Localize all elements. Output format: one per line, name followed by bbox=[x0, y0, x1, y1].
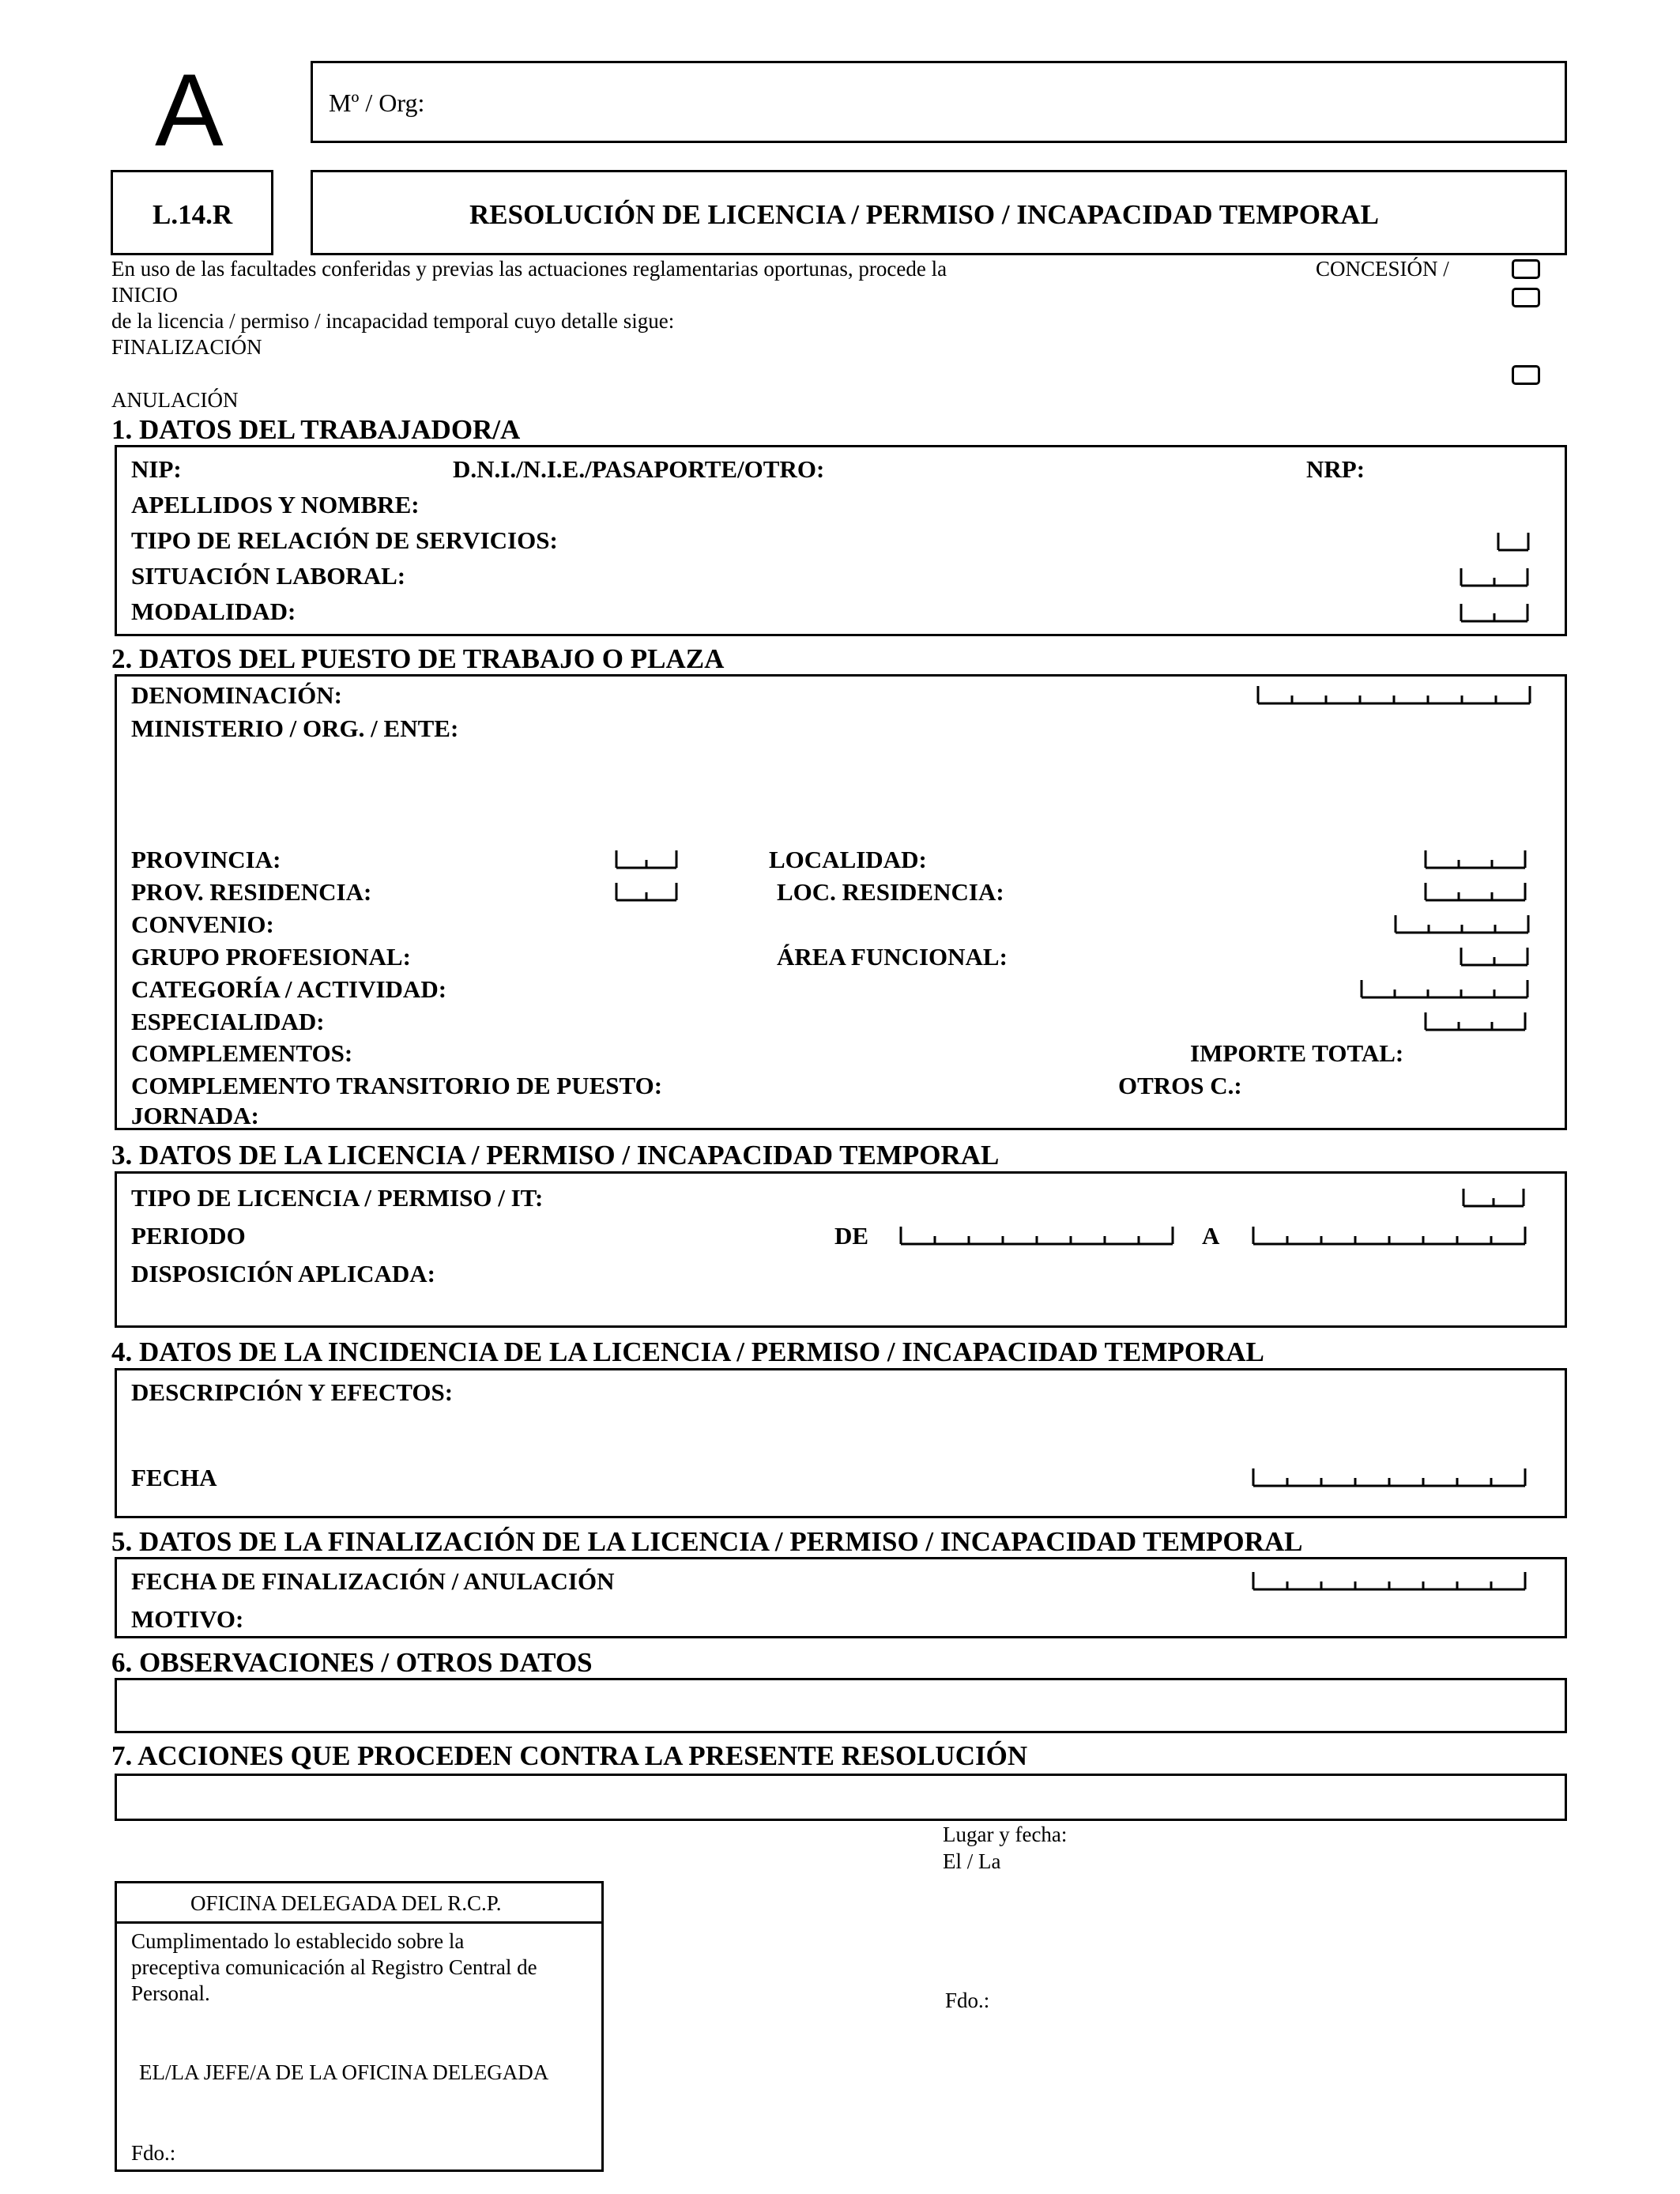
cell-comb-graphic bbox=[1252, 1225, 1527, 1247]
observaciones-field[interactable] bbox=[115, 1678, 1567, 1733]
cell-comb-graphic bbox=[615, 881, 678, 903]
acciones-field[interactable] bbox=[115, 1774, 1567, 1821]
el-la-label: El / La bbox=[943, 1849, 1001, 1873]
office-title: OFICINA DELEGADA DEL R.C.P. bbox=[190, 1891, 502, 1915]
prov-residencia-cells[interactable] bbox=[615, 881, 678, 903]
cell-comb-graphic bbox=[1497, 531, 1530, 553]
cell-comb-graphic bbox=[1252, 1467, 1527, 1489]
cell-comb-graphic bbox=[1460, 946, 1529, 968]
localidad-cells[interactable] bbox=[1424, 849, 1527, 871]
form-code: L.14.R bbox=[153, 199, 233, 230]
de-label: DE bbox=[834, 1222, 869, 1250]
cell-comb-graphic bbox=[1252, 1570, 1527, 1593]
provincia-cells[interactable] bbox=[615, 849, 678, 871]
prov-residencia-label: PROV. RESIDENCIA: bbox=[131, 878, 372, 906]
disposicion-label: DISPOSICIÓN APLICADA: bbox=[131, 1260, 435, 1287]
fecha-finalizacion-label: FECHA DE FINALIZACIÓN / ANULACIÓN bbox=[131, 1567, 615, 1595]
tipo-relacion-cells[interactable] bbox=[1497, 531, 1530, 553]
office-jefe-label: EL/LA JEFE/A DE LA OFICINA DELEGADA bbox=[139, 2060, 549, 2084]
cell-comb-graphic bbox=[1394, 914, 1530, 936]
cell-comb-graphic bbox=[1424, 1011, 1527, 1033]
section6-title: 6. OBSERVACIONES / OTROS DATOS bbox=[111, 1647, 593, 1678]
categoria-label: CATEGORÍA / ACTIVIDAD: bbox=[131, 975, 447, 1003]
convenio-label: CONVENIO: bbox=[131, 910, 274, 938]
section1-title: 1. DATOS DEL TRABAJADOR/A bbox=[111, 414, 521, 445]
especialidad-cells[interactable] bbox=[1424, 1011, 1527, 1033]
especialidad-label: ESPECIALIDAD: bbox=[131, 1008, 325, 1035]
office-text-line2: preceptiva comunicación al Registro Central de bbox=[131, 1955, 537, 1979]
periodo-a-cells[interactable] bbox=[1252, 1225, 1527, 1247]
dni-label: D.N.I./N.I.E./PASAPORTE/OTRO: bbox=[453, 455, 825, 483]
categoria-cells[interactable] bbox=[1360, 978, 1529, 1001]
fecha-finalizacion-cells[interactable] bbox=[1252, 1570, 1527, 1593]
cell-comb-graphic bbox=[1256, 684, 1531, 707]
complementos-label: COMPLEMENTOS: bbox=[131, 1039, 353, 1067]
periodo-label: PERIODO bbox=[131, 1222, 246, 1250]
nrp-label: NRP: bbox=[1306, 455, 1365, 483]
option-inicio-label: INICIO bbox=[111, 283, 178, 307]
periodo-de-cells[interactable] bbox=[899, 1225, 1174, 1247]
cell-comb-graphic bbox=[1462, 1187, 1525, 1209]
option-anulacion-label: ANULACIÓN bbox=[111, 388, 239, 412]
modalidad-cells[interactable] bbox=[1460, 602, 1529, 624]
section7-title: 7. ACCIONES QUE PROCEDEN CONTRA LA PRESENTE RESOLUCIÓN bbox=[111, 1740, 1028, 1771]
concesion-checkbox[interactable] bbox=[1512, 259, 1540, 279]
cell-comb-graphic bbox=[1460, 567, 1529, 589]
localidad-label: LOCALIDAD: bbox=[769, 846, 927, 873]
form-letter: A bbox=[155, 52, 224, 168]
intro-line1: En uso de las facultades conferidas y previas las actuaciones reglamentarias oportunas, procede la bbox=[111, 257, 947, 281]
signature-fdo-label: Fdo.: bbox=[945, 1989, 990, 2012]
area-cells[interactable] bbox=[1460, 946, 1529, 968]
office-fdo-label: Fdo.: bbox=[131, 2141, 176, 2165]
office-title-row bbox=[117, 1883, 601, 1924]
apellidos-label: APELLIDOS Y NOMBRE: bbox=[131, 491, 420, 518]
section3-title: 3. DATOS DE LA LICENCIA / PERMISO / INCAPACIDAD TEMPORAL bbox=[111, 1140, 1000, 1171]
ministry-field[interactable] bbox=[311, 61, 1567, 143]
office-text-line3: Personal. bbox=[131, 1981, 210, 2005]
nip-label: NIP: bbox=[131, 455, 182, 483]
form-title-box bbox=[311, 170, 1567, 255]
grupo-label: GRUPO PROFESIONAL: bbox=[131, 943, 411, 971]
loc-residencia-label: LOC. RESIDENCIA: bbox=[777, 878, 1004, 906]
provincia-label: PROVINCIA: bbox=[131, 846, 281, 873]
transitorio-label: COMPLEMENTO TRANSITORIO DE PUESTO: bbox=[131, 1072, 663, 1099]
fecha-incidencia-label: FECHA bbox=[131, 1464, 217, 1491]
tipo-licencia-label: TIPO DE LICENCIA / PERMISO / IT: bbox=[131, 1184, 544, 1212]
otros-label: OTROS C.: bbox=[1118, 1072, 1242, 1099]
section5-title: 5. DATOS DE LA FINALIZACIÓN DE LA LICENCIA / PERMISO / INCAPACIDAD TEMPORAL bbox=[111, 1526, 1303, 1557]
convenio-cells[interactable] bbox=[1394, 914, 1530, 936]
tipo-licencia-cells[interactable] bbox=[1462, 1187, 1525, 1209]
cell-comb-graphic bbox=[1460, 602, 1529, 624]
section2-title: 2. DATOS DEL PUESTO DE TRABAJO O PLAZA bbox=[111, 643, 725, 674]
form-code-box bbox=[111, 170, 273, 255]
inicio-checkbox[interactable] bbox=[1512, 288, 1540, 307]
situacion-cells[interactable] bbox=[1460, 567, 1529, 589]
option-finalizacion-label: FINALIZACIÓN bbox=[111, 335, 262, 359]
denominacion-label: DENOMINACIÓN: bbox=[131, 681, 342, 709]
ministerio-label: MINISTERIO / ORG. / ENTE: bbox=[131, 714, 459, 742]
area-label: ÁREA FUNCIONAL: bbox=[777, 943, 1008, 971]
cell-comb-graphic bbox=[1424, 849, 1527, 871]
jornada-label: JORNADA: bbox=[131, 1102, 259, 1129]
option-concesion-label: CONCESIÓN / bbox=[1316, 257, 1449, 281]
cell-comb-graphic bbox=[1360, 978, 1529, 1001]
ministry-label: Mº / Org: bbox=[329, 89, 425, 117]
motivo-label: MOTIVO: bbox=[131, 1605, 244, 1633]
denominacion-cells[interactable] bbox=[1256, 684, 1531, 707]
importe-label: IMPORTE TOTAL: bbox=[1190, 1039, 1404, 1067]
cell-comb-graphic bbox=[1424, 881, 1527, 903]
tipo-relacion-label: TIPO DE RELACIÓN DE SERVICIOS: bbox=[131, 526, 558, 554]
form-title: RESOLUCIÓN DE LICENCIA / PERMISO / INCAPACIDAD TEMPORAL bbox=[469, 199, 1379, 230]
descripcion-label: DESCRIPCIÓN Y EFECTOS: bbox=[131, 1378, 454, 1406]
cell-comb-graphic bbox=[899, 1225, 1174, 1247]
cell-comb-graphic bbox=[615, 849, 678, 871]
finalizacion-checkbox[interactable] bbox=[1512, 365, 1540, 385]
loc-residencia-cells[interactable] bbox=[1424, 881, 1527, 903]
modalidad-label: MODALIDAD: bbox=[131, 598, 296, 625]
office-box bbox=[115, 1881, 604, 2172]
a-label: A bbox=[1202, 1222, 1220, 1250]
situacion-label: SITUACIÓN LABORAL: bbox=[131, 562, 406, 590]
intro-line2: de la licencia / permiso / incapacidad temporal cuyo detalle sigue: bbox=[111, 309, 675, 333]
fecha-incidencia-cells[interactable] bbox=[1252, 1467, 1527, 1489]
lugar-fecha-label: Lugar y fecha: bbox=[943, 1823, 1068, 1846]
section4-title: 4. DATOS DE LA INCIDENCIA DE LA LICENCIA / PERMISO / INCAPACIDAD TEMPORAL bbox=[111, 1336, 1264, 1367]
office-text-line1: Cumplimentado lo establecido sobre la bbox=[131, 1929, 465, 1953]
